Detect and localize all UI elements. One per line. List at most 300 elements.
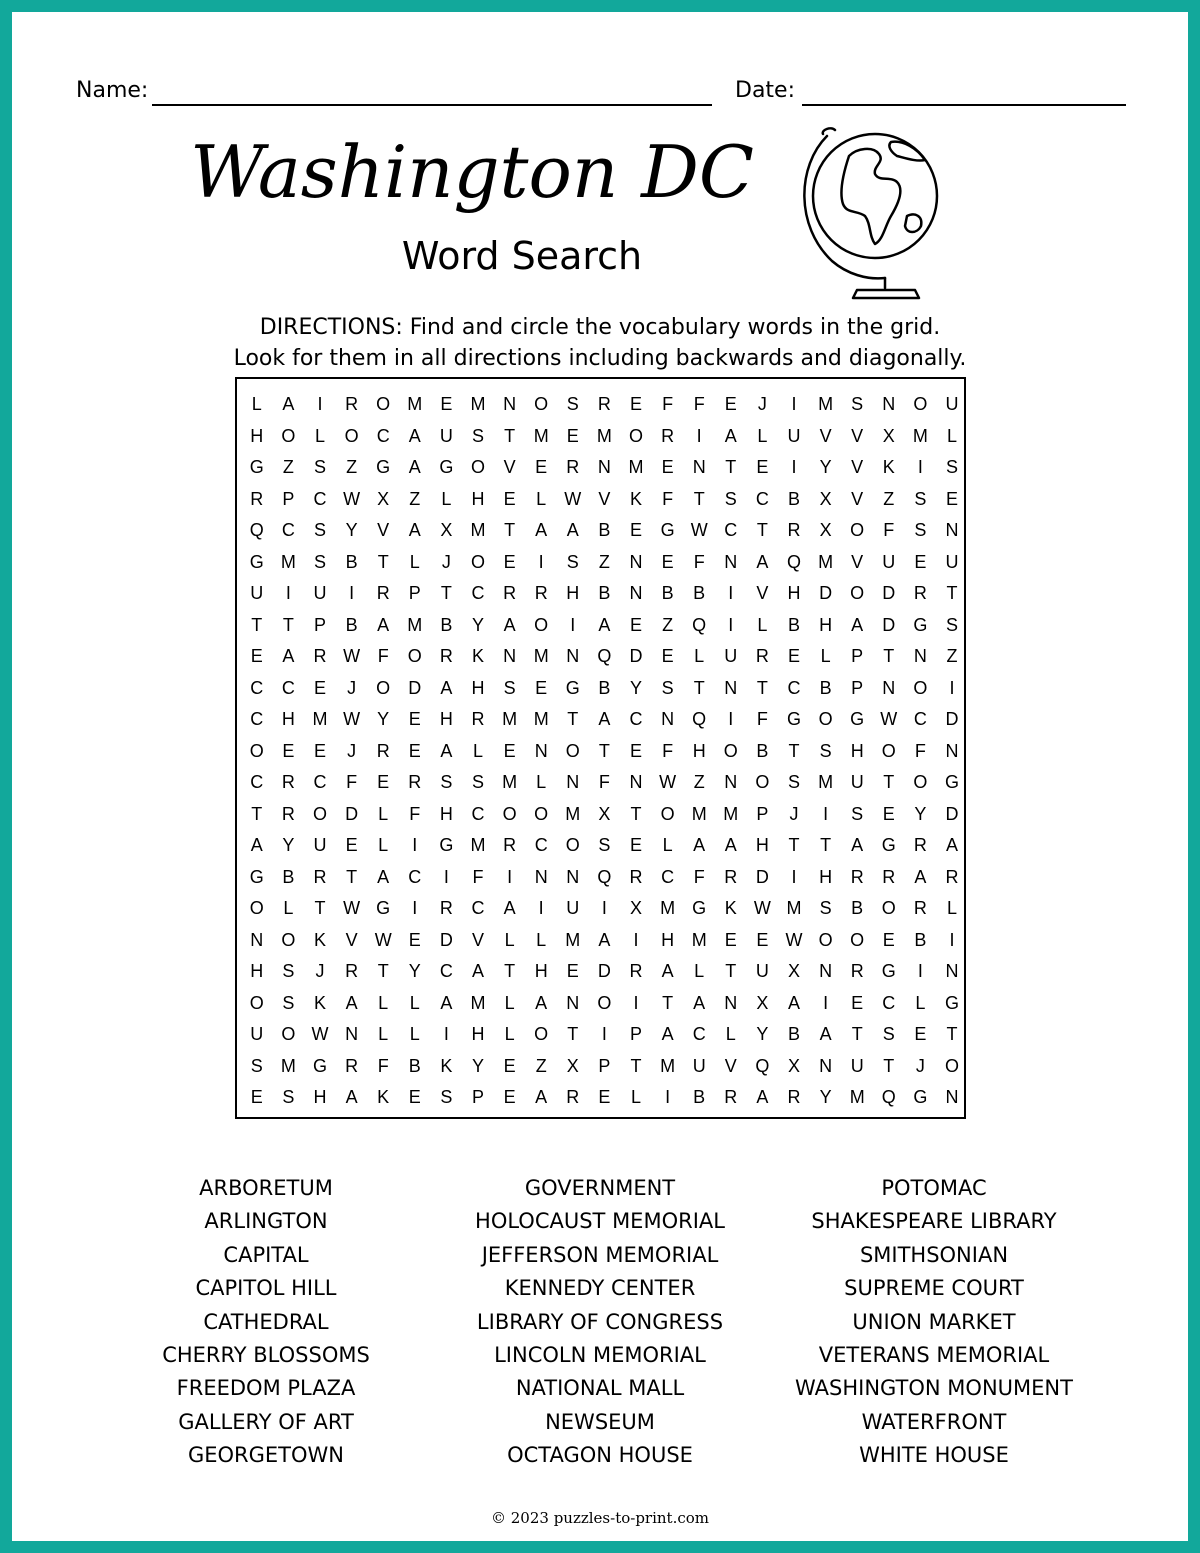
grid-letter[interactable]: C — [471, 803, 485, 824]
grid-letter[interactable]: B — [787, 614, 800, 635]
grid-letter[interactable]: F — [377, 1055, 389, 1076]
grid-letter[interactable]: M — [502, 709, 518, 729]
grid-letter[interactable]: T — [756, 677, 768, 698]
grid-letter[interactable]: O — [376, 677, 391, 698]
grid-letter[interactable]: O — [249, 740, 264, 761]
grid-letter[interactable]: N — [819, 1055, 833, 1076]
grid-letter[interactable]: Y — [756, 1024, 769, 1044]
grid-letter[interactable]: H — [755, 835, 769, 855]
grid-letter[interactable]: S — [914, 520, 927, 540]
grid-letter[interactable]: U — [250, 583, 264, 603]
grid-letter[interactable]: C — [376, 425, 390, 446]
grid-letter[interactable]: L — [915, 992, 926, 1013]
grid-letter[interactable]: V — [851, 488, 864, 509]
grid-letter[interactable]: I — [570, 614, 576, 635]
grid-letter[interactable]: S — [566, 394, 579, 414]
grid-letter[interactable]: H — [819, 614, 833, 635]
grid-letter[interactable]: D — [629, 646, 643, 666]
grid-letter[interactable]: T — [251, 614, 263, 635]
grid-letter[interactable]: N — [692, 457, 706, 477]
grid-letter[interactable]: S — [945, 614, 958, 635]
grid-letter[interactable]: Y — [377, 709, 390, 729]
grid-letter[interactable]: G — [881, 961, 896, 981]
grid-letter[interactable]: Y — [819, 1087, 832, 1107]
grid-letter[interactable]: M — [818, 551, 834, 572]
grid-letter[interactable]: A — [345, 1087, 358, 1107]
grid-letter[interactable]: E — [377, 772, 390, 792]
grid-letter[interactable]: R — [345, 961, 359, 981]
grid-letter[interactable]: I — [285, 583, 291, 603]
grid-letter[interactable]: S — [503, 677, 516, 698]
grid-letter[interactable]: A — [756, 551, 769, 572]
grid-letter[interactable]: I — [412, 898, 418, 918]
grid-letter[interactable]: G — [850, 709, 865, 729]
grid-letter[interactable]: N — [250, 929, 264, 950]
grid-letter[interactable]: D — [945, 803, 959, 824]
grid-letter[interactable]: E — [313, 740, 326, 761]
grid-letter[interactable]: E — [566, 961, 579, 981]
grid-letter[interactable]: E — [503, 740, 516, 761]
grid-letter[interactable]: T — [630, 803, 642, 824]
grid-letter[interactable]: U — [313, 835, 327, 855]
grid-letter[interactable]: H — [439, 803, 453, 824]
grid-letter[interactable]: N — [724, 677, 738, 698]
grid-letter[interactable]: W — [311, 1024, 329, 1044]
grid-letter[interactable]: P — [598, 1055, 611, 1076]
grid-letter[interactable]: A — [440, 992, 453, 1013]
grid-letter[interactable]: X — [819, 488, 832, 509]
grid-letter[interactable]: R — [439, 898, 453, 918]
grid-letter[interactable]: E — [598, 1087, 611, 1107]
grid-letter[interactable]: F — [598, 772, 610, 792]
grid-letter[interactable]: C — [250, 772, 264, 792]
grid-letter[interactable]: I — [665, 1087, 671, 1107]
grid-letter[interactable]: J — [347, 677, 357, 698]
grid-letter[interactable]: M — [502, 772, 518, 792]
grid-letter[interactable]: A — [851, 835, 864, 855]
grid-letter[interactable]: K — [313, 929, 326, 950]
grid-letter[interactable]: N — [566, 646, 580, 666]
grid-letter[interactable]: O — [565, 740, 580, 761]
grid-letter[interactable]: E — [756, 457, 769, 477]
grid-letter[interactable]: A — [693, 835, 706, 855]
grid-letter[interactable]: E — [503, 551, 516, 572]
grid-letter[interactable]: M — [533, 646, 549, 666]
grid-letter[interactable]: P — [851, 677, 864, 698]
grid-letter[interactable]: E — [882, 803, 895, 824]
grid-letter[interactable]: M — [407, 614, 423, 635]
grid-letter[interactable]: C — [913, 709, 927, 729]
grid-letter[interactable]: N — [945, 520, 959, 540]
grid-letter[interactable]: A — [282, 394, 295, 414]
grid-letter[interactable]: S — [282, 992, 295, 1013]
grid-letter[interactable]: A — [945, 835, 958, 855]
grid-letter[interactable]: O — [281, 1024, 296, 1044]
grid-letter[interactable]: L — [409, 551, 420, 572]
grid-letter[interactable]: R — [503, 835, 517, 855]
grid-letter[interactable]: R — [913, 898, 927, 918]
grid-letter[interactable]: I — [823, 992, 829, 1013]
grid-letter[interactable]: E — [914, 551, 927, 572]
grid-letter[interactable]: C — [471, 898, 485, 918]
grid-letter[interactable]: J — [789, 803, 799, 824]
grid-letter[interactable]: B — [408, 1055, 421, 1076]
grid-letter[interactable]: O — [565, 835, 580, 855]
grid-letter[interactable]: I — [633, 992, 639, 1013]
grid-letter[interactable]: N — [945, 961, 959, 981]
grid-letter[interactable]: O — [344, 425, 359, 446]
grid-letter[interactable]: S — [282, 1087, 295, 1107]
grid-letter[interactable]: K — [313, 992, 326, 1013]
grid-letter[interactable]: L — [946, 898, 957, 918]
grid-letter[interactable]: P — [282, 488, 295, 509]
grid-letter[interactable]: T — [693, 488, 705, 509]
grid-letter[interactable]: S — [440, 772, 453, 792]
grid-letter[interactable]: R — [755, 646, 769, 666]
grid-letter[interactable]: H — [566, 583, 580, 603]
grid-letter[interactable]: F — [662, 740, 674, 761]
grid-letter[interactable]: P — [313, 614, 326, 635]
grid-letter[interactable]: C — [313, 488, 327, 509]
grid-letter[interactable]: S — [440, 1087, 453, 1107]
grid-letter[interactable]: L — [504, 1024, 515, 1044]
grid-letter[interactable]: U — [313, 583, 327, 603]
grid-letter[interactable]: T — [883, 1055, 895, 1076]
grid-letter[interactable]: P — [408, 583, 421, 603]
grid-letter[interactable]: R — [376, 740, 390, 761]
grid-letter[interactable]: L — [378, 835, 389, 855]
grid-letter[interactable]: G — [913, 614, 928, 635]
grid-letter[interactable]: T — [440, 583, 452, 603]
grid-letter[interactable]: T — [346, 866, 358, 887]
grid-letter[interactable]: R — [566, 1087, 580, 1107]
grid-letter[interactable]: L — [504, 992, 515, 1013]
grid-letter[interactable]: K — [724, 898, 737, 918]
grid-letter[interactable]: T — [598, 740, 610, 761]
grid-letter[interactable]: Z — [883, 488, 895, 509]
grid-letter[interactable]: A — [503, 614, 516, 635]
grid-letter[interactable]: J — [915, 1055, 925, 1076]
grid-letter[interactable]: U — [724, 646, 738, 666]
grid-letter[interactable]: M — [660, 898, 676, 918]
grid-letter[interactable]: F — [346, 772, 358, 792]
grid-letter[interactable]: E — [724, 929, 737, 950]
grid-letter[interactable]: G — [376, 898, 391, 918]
grid-letter[interactable]: T — [756, 520, 768, 540]
grid-letter[interactable]: U — [250, 1024, 264, 1044]
grid-letter[interactable]: A — [724, 835, 737, 855]
grid-letter[interactable]: O — [881, 898, 896, 918]
grid-letter[interactable]: B — [787, 1024, 800, 1044]
grid-letter[interactable]: E — [724, 394, 737, 414]
grid-letter[interactable]: L — [314, 425, 325, 446]
grid-letter[interactable]: K — [377, 1087, 390, 1107]
grid-letter[interactable]: M — [312, 709, 328, 729]
grid-letter[interactable]: N — [503, 394, 517, 414]
grid-letter[interactable]: H — [471, 1024, 485, 1044]
grid-letter[interactable]: M — [280, 551, 296, 572]
grid-letter[interactable]: N — [629, 583, 643, 603]
grid-letter[interactable]: L — [946, 425, 957, 446]
grid-letter[interactable]: C — [787, 677, 801, 698]
grid-letter[interactable]: G — [249, 457, 264, 477]
grid-letter[interactable]: S — [787, 772, 800, 792]
grid-letter[interactable]: G — [249, 551, 264, 572]
grid-letter[interactable]: S — [313, 457, 326, 477]
grid-letter[interactable]: O — [534, 394, 549, 414]
grid-letter[interactable]: K — [440, 1055, 453, 1076]
grid-letter[interactable]: H — [819, 866, 833, 887]
grid-letter[interactable]: V — [503, 457, 516, 477]
grid-letter[interactable]: D — [882, 583, 896, 603]
grid-letter[interactable]: N — [629, 772, 643, 792]
grid-letter[interactable]: O — [755, 772, 770, 792]
grid-letter[interactable]: O — [723, 740, 738, 761]
grid-letter[interactable]: F — [662, 488, 674, 509]
grid-letter[interactable]: A — [471, 961, 484, 981]
grid-letter[interactable]: I — [507, 866, 513, 887]
grid-letter[interactable]: Y — [408, 961, 421, 981]
grid-letter[interactable]: L — [757, 425, 768, 446]
grid-letter[interactable]: A — [345, 992, 358, 1013]
grid-letter[interactable]: S — [313, 520, 326, 540]
grid-letter[interactable]: O — [944, 1055, 959, 1076]
grid-letter[interactable]: V — [345, 929, 358, 950]
grid-letter[interactable]: I — [538, 898, 544, 918]
grid-letter[interactable]: N — [724, 772, 738, 792]
grid-letter[interactable]: I — [443, 866, 449, 887]
grid-letter[interactable]: B — [693, 583, 706, 603]
grid-letter[interactable]: D — [945, 709, 959, 729]
grid-letter[interactable]: X — [598, 803, 611, 824]
grid-letter[interactable]: X — [629, 898, 642, 918]
grid-letter[interactable]: B — [819, 677, 832, 698]
grid-letter[interactable]: G — [565, 677, 580, 698]
grid-letter[interactable]: E — [250, 646, 263, 666]
grid-letter[interactable]: F — [756, 709, 768, 729]
grid-letter[interactable]: N — [882, 677, 896, 698]
grid-letter[interactable]: W — [343, 646, 361, 666]
grid-letter[interactable]: M — [723, 803, 739, 824]
grid-letter[interactable]: N — [534, 740, 548, 761]
grid-letter[interactable]: D — [882, 614, 896, 635]
grid-letter[interactable]: B — [914, 929, 927, 950]
grid-letter[interactable]: M — [407, 394, 423, 414]
grid-letter[interactable]: Z — [346, 457, 358, 477]
grid-letter[interactable]: G — [376, 457, 391, 477]
date-field[interactable] — [802, 104, 1126, 106]
grid-letter[interactable]: M — [818, 772, 834, 792]
grid-letter[interactable]: J — [757, 394, 767, 414]
grid-letter[interactable]: H — [250, 425, 264, 446]
grid-letter[interactable]: I — [412, 835, 418, 855]
grid-letter[interactable]: V — [851, 457, 864, 477]
grid-letter[interactable]: Q — [881, 1087, 896, 1107]
grid-letter[interactable]: Y — [345, 520, 358, 540]
grid-letter[interactable]: I — [791, 394, 797, 414]
grid-letter[interactable]: O — [660, 803, 675, 824]
grid-letter[interactable]: O — [376, 394, 391, 414]
grid-letter[interactable]: B — [693, 1087, 706, 1107]
grid-letter[interactable]: A — [598, 614, 611, 635]
grid-letter[interactable]: E — [851, 992, 864, 1013]
grid-letter[interactable]: S — [471, 425, 484, 446]
grid-letter[interactable]: I — [633, 929, 639, 950]
grid-letter[interactable]: P — [756, 803, 769, 824]
grid-letter[interactable]: G — [660, 520, 675, 540]
grid-letter[interactable]: S — [819, 740, 832, 761]
grid-letter[interactable]: A — [377, 866, 390, 887]
grid-letter[interactable]: F — [693, 866, 705, 887]
grid-letter[interactable]: G — [944, 772, 959, 792]
grid-letter[interactable]: E — [503, 488, 516, 509]
grid-letter[interactable]: L — [536, 488, 547, 509]
grid-letter[interactable]: I — [917, 961, 923, 981]
grid-letter[interactable]: C — [313, 772, 327, 792]
grid-letter[interactable]: E — [661, 551, 674, 572]
grid-letter[interactable]: N — [945, 740, 959, 761]
grid-letter[interactable]: H — [471, 677, 485, 698]
grid-letter[interactable]: R — [439, 646, 453, 666]
grid-letter[interactable]: E — [629, 740, 642, 761]
grid-letter[interactable]: T — [883, 772, 895, 792]
grid-letter[interactable]: V — [377, 520, 390, 540]
grid-letter[interactable]: D — [408, 677, 422, 698]
grid-letter[interactable]: Q — [755, 1055, 770, 1076]
grid-letter[interactable]: L — [630, 1087, 641, 1107]
grid-letter[interactable]: H — [692, 740, 706, 761]
grid-letter[interactable]: E — [345, 835, 358, 855]
grid-letter[interactable]: S — [471, 772, 484, 792]
grid-letter[interactable]: R — [787, 520, 801, 540]
grid-letter[interactable]: J — [315, 961, 325, 981]
grid-letter[interactable]: G — [913, 1087, 928, 1107]
grid-letter[interactable]: A — [440, 677, 453, 698]
grid-letter[interactable]: M — [565, 803, 581, 824]
grid-letter[interactable]: A — [693, 992, 706, 1013]
grid-letter[interactable]: R — [408, 772, 422, 792]
grid-letter[interactable]: D — [755, 866, 769, 887]
grid-letter[interactable]: N — [945, 1087, 959, 1107]
grid-letter[interactable]: B — [345, 551, 358, 572]
grid-letter[interactable]: R — [281, 803, 295, 824]
grid-letter[interactable]: R — [597, 394, 611, 414]
grid-letter[interactable]: Z — [409, 488, 421, 509]
grid-letter[interactable]: H — [850, 740, 864, 761]
grid-letter[interactable]: T — [314, 898, 326, 918]
grid-letter[interactable]: R — [566, 457, 580, 477]
grid-letter[interactable]: L — [725, 1024, 736, 1044]
grid-letter[interactable]: R — [503, 583, 517, 603]
grid-letter[interactable]: M — [533, 425, 549, 446]
grid-letter[interactable]: E — [408, 709, 421, 729]
grid-letter[interactable]: I — [728, 583, 734, 603]
grid-letter[interactable]: I — [538, 551, 544, 572]
grid-letter[interactable]: E — [787, 646, 800, 666]
grid-letter[interactable]: I — [728, 709, 734, 729]
grid-letter[interactable]: E — [629, 394, 642, 414]
grid-letter[interactable]: T — [788, 740, 800, 761]
grid-letter[interactable]: E — [629, 614, 642, 635]
grid-letter[interactable]: A — [598, 709, 611, 729]
grid-letter[interactable]: R — [913, 583, 927, 603]
grid-letter[interactable]: L — [757, 614, 768, 635]
grid-letter[interactable]: T — [788, 835, 800, 855]
grid-letter[interactable]: G — [786, 709, 801, 729]
grid-letter[interactable]: V — [598, 488, 611, 509]
grid-letter[interactable]: B — [851, 898, 864, 918]
grid-letter[interactable]: C — [439, 961, 453, 981]
grid-letter[interactable]: B — [440, 614, 453, 635]
grid-letter[interactable]: N — [503, 646, 517, 666]
grid-letter[interactable]: A — [661, 1024, 674, 1044]
grid-letter[interactable]: H — [281, 709, 295, 729]
grid-letter[interactable]: U — [882, 551, 896, 572]
grid-letter[interactable]: R — [850, 866, 864, 887]
grid-letter[interactable]: B — [282, 866, 295, 887]
grid-letter[interactable]: S — [945, 457, 958, 477]
grid-letter[interactable]: Q — [597, 646, 612, 666]
grid-letter[interactable]: P — [471, 1087, 484, 1107]
grid-letter[interactable]: Y — [819, 457, 832, 477]
grid-letter[interactable]: H — [787, 583, 801, 603]
grid-letter[interactable]: V — [851, 425, 864, 446]
grid-letter[interactable]: O — [913, 677, 928, 698]
grid-letter[interactable]: X — [756, 992, 769, 1013]
grid-letter[interactable]: X — [819, 520, 832, 540]
grid-letter[interactable]: M — [628, 457, 644, 477]
grid-letter[interactable]: B — [598, 520, 611, 540]
grid-letter[interactable]: O — [502, 803, 517, 824]
grid-letter[interactable]: E — [503, 1055, 516, 1076]
grid-letter[interactable]: A — [756, 1087, 769, 1107]
grid-letter[interactable]: A — [819, 1024, 832, 1044]
grid-letter[interactable]: A — [250, 835, 263, 855]
grid-letter[interactable]: S — [250, 1055, 263, 1076]
grid-letter[interactable]: O — [407, 646, 422, 666]
grid-letter[interactable]: T — [883, 646, 895, 666]
grid-letter[interactable]: Q — [786, 551, 801, 572]
grid-letter[interactable]: S — [661, 677, 674, 698]
grid-letter[interactable]: C — [755, 488, 769, 509]
grid-letter[interactable]: R — [661, 425, 675, 446]
grid-letter[interactable]: B — [787, 488, 800, 509]
grid-letter[interactable]: U — [787, 425, 801, 446]
grid-letter[interactable]: O — [281, 425, 296, 446]
grid-letter[interactable]: O — [597, 992, 612, 1013]
grid-letter[interactable]: T — [504, 961, 516, 981]
grid-letter[interactable]: T — [567, 1024, 579, 1044]
grid-letter[interactable]: E — [882, 929, 895, 950]
grid-letter[interactable]: U — [439, 425, 453, 446]
grid-letter[interactable]: F — [693, 551, 705, 572]
grid-letter[interactable]: C — [250, 709, 264, 729]
grid-letter[interactable]: J — [441, 551, 451, 572]
grid-letter[interactable]: N — [629, 551, 643, 572]
grid-letter[interactable]: S — [282, 961, 295, 981]
grid-letter[interactable]: T — [377, 961, 389, 981]
grid-letter[interactable]: I — [349, 583, 355, 603]
grid-letter[interactable]: N — [597, 457, 611, 477]
grid-letter[interactable]: Y — [282, 835, 295, 855]
grid-letter[interactable]: E — [661, 457, 674, 477]
grid-letter[interactable]: R — [629, 961, 643, 981]
grid-letter[interactable]: M — [565, 929, 581, 950]
grid-letter[interactable]: W — [880, 709, 898, 729]
grid-letter[interactable]: R — [534, 583, 548, 603]
grid-letter[interactable]: E — [440, 394, 453, 414]
grid-letter[interactable]: A — [787, 992, 800, 1013]
